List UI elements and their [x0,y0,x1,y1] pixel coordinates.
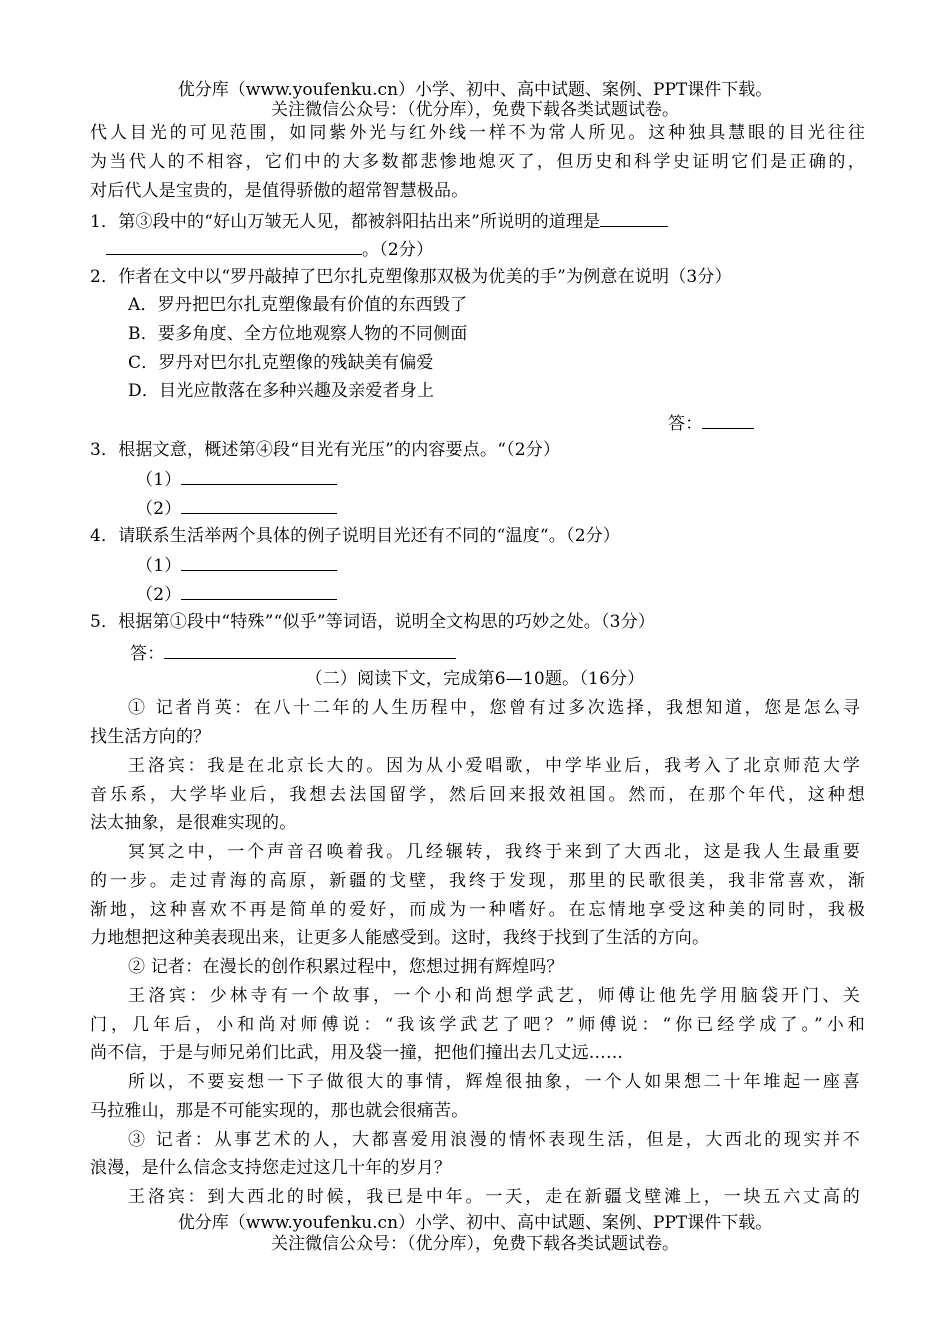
question-3-item-1 [136,468,911,490]
question-1 [90,210,865,232]
answer-blank[interactable] [181,468,337,485]
answer-blank[interactable] [106,238,362,255]
answer-label: 答： [668,414,703,434]
question-1-text: 1．第③段中的“好山万皱无人见，都被斜阳拈出来”所说明的道理是 [90,212,601,232]
answer-blank[interactable] [702,412,754,429]
option-b: B．要多角度、全方位地观察人物的不同侧面 [128,324,468,344]
question-5-answer [130,642,905,664]
interview-line: ③ 记者：从事艺术的人，大都喜爱用浪漫的情怀表现生活，但是，大西北的现实并不 [128,1130,860,1150]
interview-line: 冥冥之中，一个声音召唤着我。几经辗转，我终于来到了大西北，这是我人生最重要 [128,842,860,862]
answer-blank[interactable] [181,497,337,514]
answer-blank[interactable] [164,642,456,659]
interview-line: 浪漫，是什么信念支持您走过这几十年的岁月？ [90,1158,452,1178]
option-c: C．罗丹对巴尔扎克塑像的残缺美有偏爱 [128,353,434,373]
interview-line: 力地想把这种美表现出来，让更多人能感受到。这时，我终于找到了生活的方向。 [90,928,710,948]
interview-line: 王洛宾：到大西北的时候，我已是中年。一天，走在新疆戈壁滩上，一块五六丈高的 [128,1187,860,1207]
footer-line-2: 关注微信公众号：（优分库），免费下载各类试题试卷。 [271,1234,679,1254]
interview-line: 门，几年后，小和尚对师傅说：“我该学武艺了吧？”师傅说：“你已经学成了。”小和 [90,1015,865,1035]
option-d: D．目光应散落在多种兴趣及亲爱者身上 [128,381,435,401]
header-line-2: 关注微信公众号：（优分库），免费下载各类试题试卷。 [271,100,679,120]
intro-line: 对后代人是宝贵的，是值得骄傲的超常智慧极品。 [90,181,469,201]
interview-line: 所以，不要妄想一下子做很大的事情，辉煌很抽象，一个人如果想二十年堆起一座喜 [128,1072,860,1092]
question-1-tail: 。（2分） [362,240,434,260]
question-3-item-2 [136,497,911,519]
item-label: （2） [136,585,182,605]
interview-line: 王洛宾：我是在北京长大的。因为从小爱唱歌，中学毕业后，我考入了北京师范大学 [128,756,860,776]
question-3: 3．根据文意，概述第④段“目光有光压”的内容要点。“（2分） [90,440,561,460]
interview-line: ② 记者：在漫长的创作积累过程中，您想过拥有辉煌吗？ [128,957,564,977]
question-1-cont [106,238,881,260]
interview-line: 找生活方向的？ [90,727,211,747]
answer-blank[interactable] [181,583,337,600]
header-line-1: 优分库（www.youfenku.cn）小学、初中、高中试题、案例、PPT课件下载。 [177,80,773,100]
interview-line: 音乐系，大学毕业后，我想去法国留学，然后回来报效祖国。然而，在那个年代，这种想 [90,785,865,805]
intro-line: 为当代人的不相容，它们中的大多数都悲惨地熄灭了，但历史和科学史证明它们是正确的， [90,152,865,172]
option-a: A．罗丹把巴尔扎克塑像最有价值的东西毁了 [128,295,468,315]
answer-blank[interactable] [600,210,668,227]
footer-line-1: 优分库（www.youfenku.cn）小学、初中、高中试题、案例、PPT课件下载。 [177,1213,773,1233]
section-2-title: （二）阅读下文，完成第6—10题。（16分） [305,669,645,689]
interview-line: 马拉雅山，那是不可能实现的，那也就会很痛苦。 [90,1101,469,1121]
answer-blank[interactable] [181,554,337,571]
item-label: （1） [136,556,182,576]
question-4-item-2 [136,583,911,605]
interview-line: 的一步。走过青海的高原，新疆的戈壁，我终于发现，那里的民歌很美，我非常喜欢，渐 [90,871,865,891]
interview-line: 王洛宾：少林寺有一个故事，一个小和尚想学武艺，师傅让他先学用脑袋开门、关 [128,986,860,1006]
question-4: 4．请联系生活举两个具体的例子说明目光还有不同的“温度“。（2分） [90,526,621,546]
interview-line: 渐地，这种喜欢不再是简单的爱好，而成为一种嗜好。在忘情地享受这种美的同时，我极 [90,900,865,920]
answer-label: 答： [130,644,165,664]
item-label: （1） [136,470,182,490]
interview-line: ① 记者肖英：在八十二年的人生历程中，您曾有过多次选择，我想知道，您是怎么寻 [128,698,860,718]
interview-line: 法太抽象，是很难实现的。 [90,813,297,833]
interview-line: 尚不信，于是与师兄弟们比武，用及袋一撞，把他们撞出去几丈远…… [90,1043,624,1063]
item-label: （2） [136,499,182,519]
question-4-item-1 [136,554,911,576]
question-2-answer [668,412,768,434]
question-2: 2．作者在文中以“罗丹敲掉了巴尔扎克塑像那双极为优美的手”为例意在说明（3分） [90,267,732,287]
intro-line: 代人目光的可见范围，如同紫外光与红外线一样不为常人所见。这种独具慧眼的目光往往 [90,123,865,143]
question-5: 5．根据第①段中“特殊”“似乎”等词语，说明全文构思的巧妙之处。（3分） [90,612,656,632]
